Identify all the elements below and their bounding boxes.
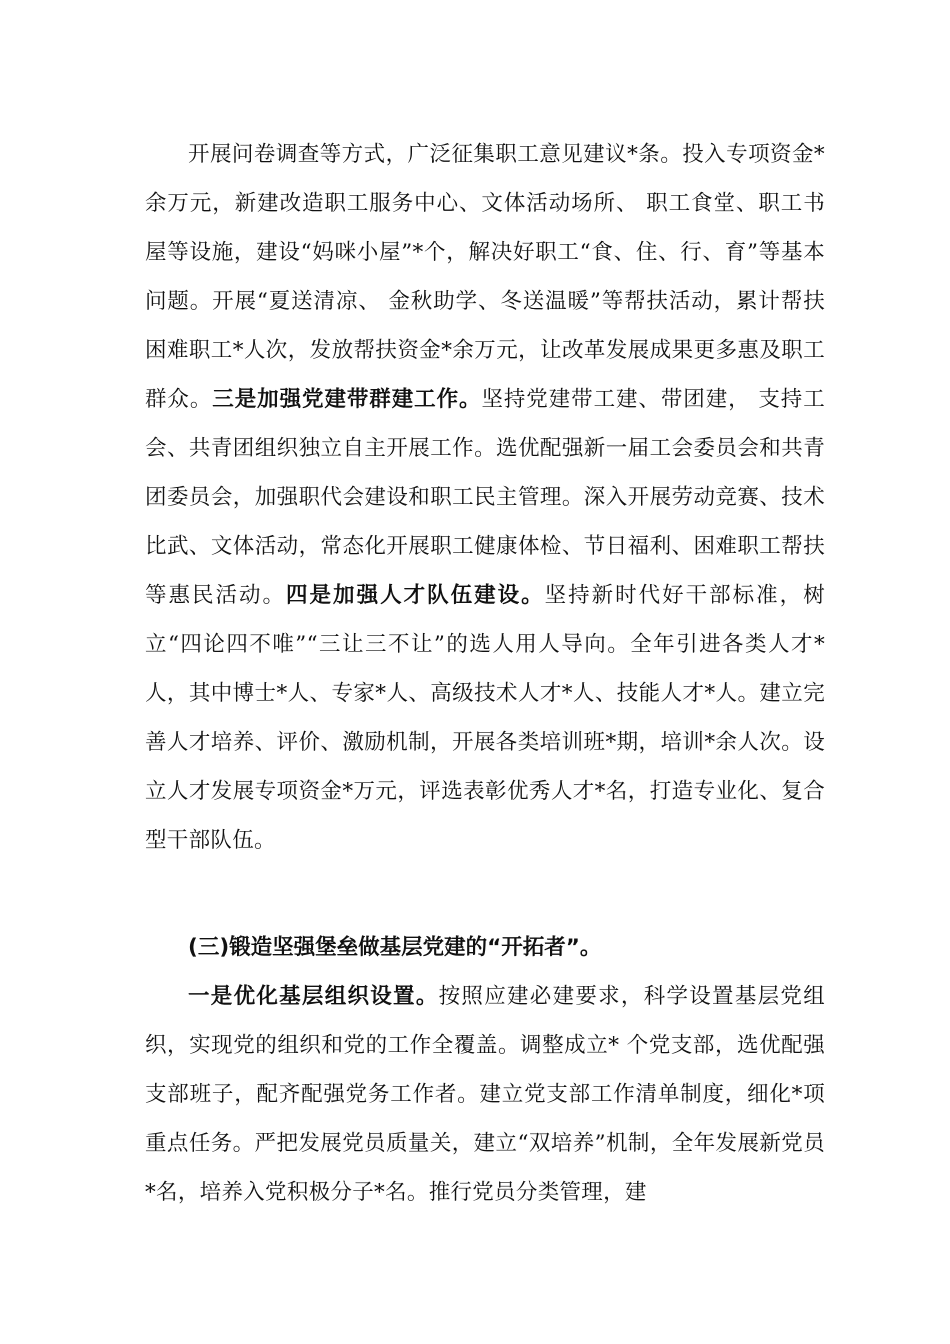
bold-lead-sentence: 四是加强人才队伍建设。 — [286, 583, 545, 608]
paragraph-text: 坚持党建带工建、带团建， 支持工会、共青团组织独立自主开展工作。选优配强新一届工会委员会和共青团委员会，加强职代会建设和职工民主管理。深入开展劳动竞赛、技术比武、文体活动，常态化开展职工健康体检、节日福利、困难职工帮扶等惠民活动。 — [145, 387, 825, 608]
section-heading: (三)锻造坚强堡垒做基层党建的“开拓者”。 — [188, 935, 602, 960]
paragraph-text: 按照应建必建要求，科学设置基层党组织，实现党的组织和党的工作全覆盖。调整成立* 个党支部，选优配强支部班子，配齐配强党务工作者。建立党支部工作清单制度，细化*项重点任务。严把发展党员质量关，建立“双培养”机制，全年发展新党员*名，培养入党积极分子*名。推行党员分类管理，建 — [145, 984, 825, 1205]
bold-lead-sentence: 一是优化基层组织设置。 — [188, 984, 439, 1009]
body-paragraph-2 — [145, 972, 825, 1217]
paragraph-text: 坚持新时代好干部标准，树立“四论四不唯”“三让三不让”的选人用人导向。全年引进各类人才*人，其中博士*人、专家*人、高级技术人才*人、技能人才*人。建立完善人才培养、评价、激励机制，开展各类培训班*期，培训*余人次。设立人才发展专项资金*万元，评选表彰优秀人才*名，打造专业化、复合型干部队伍。 — [145, 583, 825, 853]
bold-lead-sentence: 三是加强党建带群建工作。 — [212, 387, 482, 412]
paragraph-text: 开展问卷调查等方式，广泛征集职工意见建议*条。投入专项资金*余万元，新建改造职工服务中心、文体活动场所、 职工食堂、职工书屋等设施，建设“妈咪小屋”*个，解决好职工“食、住、行、育”等基本问题。开展“夏送清凉、 金秋助学、冬送温暖”等帮扶活动，累计帮扶困难职工*人次，发放帮扶资金*余万元，让改革发展成果更多惠及职工群众。 — [145, 142, 825, 412]
body-paragraph-1 — [145, 130, 825, 865]
